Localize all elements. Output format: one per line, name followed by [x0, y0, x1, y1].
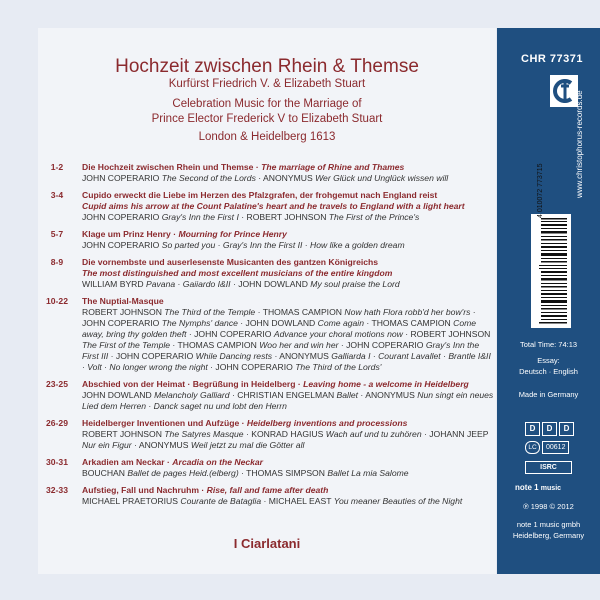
work-title: Pavana · Gaiiardo I&II [146, 279, 231, 289]
composer-name: · THOMAS CAMPION [255, 307, 345, 317]
track-works [82, 279, 494, 290]
album-subtitle-en-1: Celebration Music for the Marriage of [172, 98, 362, 110]
track-heading [82, 457, 494, 468]
track-title-en: Arcadia on the Neckar [172, 457, 264, 467]
copyright: ℗ 1998 © 2012 [523, 502, 574, 511]
track-heading [82, 296, 494, 307]
track-title-de: Heidelberger Inventionen und Aufzüge [82, 418, 240, 428]
track-heading [82, 229, 494, 240]
work-title: The Second of the Lords [161, 173, 256, 183]
track-title-de: Die vornembste und auserlesenste Musicanten des gantzen Königreichs [82, 257, 379, 267]
track-entry [38, 190, 496, 223]
track-list [38, 162, 496, 513]
track-heading [82, 485, 494, 496]
track-entry [38, 162, 496, 184]
essay-languages: Deutsch · English [519, 367, 578, 376]
track-title-en: Heidelberg inventions and processions [246, 418, 408, 428]
composer-name: · ANONYMUS [255, 173, 316, 183]
composer-name: · ROBERT JOHNSON [238, 212, 329, 222]
barcode-number: 4 010072 773715 [537, 163, 544, 218]
track-title-de: Arkadien am Neckar [82, 457, 165, 467]
track-number: 26-29 [46, 418, 68, 428]
work-title: Gray's Inn the First III [82, 340, 480, 361]
track-heading [82, 379, 494, 390]
work-title: So parted you · Gray's Inn the First II · How like a golden dream [161, 240, 405, 250]
title-separator: · [198, 485, 207, 495]
essay-label: Essay: [537, 356, 560, 365]
track-title-de: Cupido erweckt die Liebe im Herzen des Pfalzgrafen, der frohgemut nach England reist [82, 190, 438, 200]
track-number: 23-25 [46, 379, 68, 389]
work-title: Advance your choral motions now [273, 329, 403, 339]
catalog-number: CHR 77371 [521, 53, 583, 65]
work-title: Wach auf und tu zuhören [325, 429, 422, 439]
track-entry [38, 485, 496, 507]
work-title: While Dancing rests [195, 351, 273, 361]
composer-name: · MICHAEL EAST [261, 496, 334, 506]
album-title: Hochzeit zwischen Rhein & Themse [115, 56, 419, 77]
made-in: Made in Germany [518, 390, 579, 399]
track-works [82, 240, 494, 251]
label-sub: music [540, 485, 562, 492]
work-title: Nun singt ein neues Lied dem Herren · Danck saget nu und lobt den Herrn [82, 390, 494, 411]
track-heading [82, 418, 494, 429]
track-works [82, 468, 494, 479]
track-body [82, 257, 494, 290]
barcode-bars-icon [539, 218, 567, 324]
track-number: 10-22 [46, 296, 68, 306]
work-title: The Nymphs' dance [161, 318, 238, 328]
work-title: Nur ein Figur [82, 440, 132, 450]
ensemble-name: I Ciarlatani [233, 536, 301, 551]
ddd-letter: D [542, 422, 557, 436]
track-number: 1-2 [50, 162, 64, 172]
composer-name: · ROBERT JOHNSON [402, 329, 491, 339]
note1-logo [515, 483, 561, 492]
composer-name: JOHN COPERARIO [82, 212, 162, 222]
album-subtitle-en-2: Prince Elector Frederick V to Elizabeth Stuart [151, 113, 383, 125]
composer-name: · JOHN COPERARIO [207, 362, 296, 372]
track-body [82, 229, 494, 251]
composer-name: · ANONYMUS [358, 390, 418, 400]
track-works [82, 212, 494, 223]
track-title-de: Klage um Prinz Henry [82, 229, 171, 239]
work-title: Woo her and win her [259, 340, 339, 350]
isrc-box: ISRC [525, 461, 572, 474]
info-spine [497, 28, 600, 574]
work-title: Galliarda I · Courant Lavallet · Brantle I&II · Volt · No longer wrong the night [82, 351, 491, 372]
track-subtitle-en: Cupid aims his arrow at the Count Palatine's heart and he travels to England with a light heart [82, 201, 465, 211]
track-body [82, 457, 494, 479]
track-number: 3-4 [50, 190, 64, 200]
track-number: 30-31 [46, 457, 68, 467]
website-url: www.christophorus-records.de [575, 90, 584, 198]
company-city: Heidelberg, Germany [512, 531, 585, 540]
title-separator: · [170, 229, 179, 239]
work-title: Melancholy Galliard [154, 390, 230, 400]
track-heading [82, 190, 494, 201]
track-title-en: The marriage of Rhine and Thames [261, 162, 405, 172]
title-separator: · [253, 162, 262, 172]
work-title: Come away, bring thy golden theft [82, 318, 477, 339]
title-separator: · [164, 457, 173, 467]
composer-name: · THOMAS SIMPSON [238, 468, 328, 478]
track-body [82, 379, 494, 412]
work-title: Ballet La mia Salome [327, 468, 409, 478]
label-code [525, 441, 569, 454]
track-works [82, 429, 494, 451]
ddd-code [525, 422, 574, 436]
track-entry [38, 379, 496, 412]
tracklist-panel [38, 28, 496, 574]
title-separator: · [295, 379, 304, 389]
composer-name: · CHRISTIAN ENGELMAN [229, 390, 337, 400]
composer-name: JOHN COPERARIO [82, 173, 162, 183]
work-title: The Third of the Lords' [295, 362, 382, 372]
composer-name: · JOHN DOWLAND [230, 279, 311, 289]
track-title-de: Aufstieg, Fall und Nachruhm [82, 485, 199, 495]
composer-name: · JOHN COPERARIO [338, 340, 426, 350]
composer-name: · JOHN COPERARIO [108, 351, 196, 361]
ddd-letter: D [525, 422, 540, 436]
track-entry [38, 229, 496, 251]
title-separator: · [239, 418, 247, 428]
track-body [82, 296, 494, 373]
track-title-de: The Nuptial-Masque [82, 296, 164, 306]
work-title: Ballet [336, 390, 359, 400]
album-place-year: London & Heidelberg 1613 [198, 131, 336, 143]
track-entry [38, 457, 496, 479]
lc-prefix: LC [525, 441, 540, 454]
track-title-de: Abschied von der Heimat · Begrüßung in Heidelberg [82, 379, 296, 389]
work-title: Gray's Inn the First I [161, 212, 239, 222]
track-title-en: Leaving home - a welcome in Heidelberg [303, 379, 469, 389]
track-title-en: Mourning for Prince Henry [178, 229, 287, 239]
composer-name: ROBERT JOHNSON [82, 429, 165, 439]
total-time: Total Time: 74:13 [519, 340, 578, 349]
composer-name: JOHN DOWLAND [82, 390, 155, 400]
ddd-letter: D [559, 422, 574, 436]
work-title: The First of the Temple [82, 340, 171, 350]
track-body [82, 162, 494, 184]
track-entry [38, 257, 496, 290]
lc-number: 00612 [542, 441, 569, 454]
composer-name: ROBERT JOHNSON [82, 307, 165, 317]
track-number: 5-7 [50, 229, 64, 239]
track-works [82, 307, 494, 373]
track-entry [38, 296, 496, 373]
work-title: Courante de Bataglia [180, 496, 262, 506]
composer-name: WILLIAM BYRD [82, 279, 146, 289]
composer-name: · JOHN COPERARIO [186, 329, 274, 339]
composer-name: · JOHN COPERARIO [82, 307, 476, 328]
composer-name: · THOMAS CAMPION [363, 318, 454, 328]
track-works [82, 496, 494, 507]
composer-name: · ANONYMUS [131, 440, 191, 450]
composer-name: · JOHN DOWLAND [237, 318, 318, 328]
composer-name: · ANONYMUS [272, 351, 332, 361]
composer-name: · KONRAD HAGIUS [243, 429, 326, 439]
track-subtitle-en: The most distinguished and most excellent musicians of the entire kingdom [82, 268, 393, 278]
work-title: Wer Glück und Unglück wissen will [315, 173, 449, 183]
track-entry [38, 418, 496, 451]
work-title: My soul praise the Lord [310, 279, 400, 289]
composer-name: · JOHANN JEEP [421, 429, 489, 439]
track-body [82, 485, 494, 507]
composer-name: · THOMAS CAMPION [170, 340, 260, 350]
track-body [82, 190, 494, 223]
work-title: Come again [317, 318, 364, 328]
work-title: You meaner Beauties of the Night [333, 496, 463, 506]
track-heading [82, 162, 494, 173]
barcode [531, 163, 571, 328]
track-title-de: Die Hochzeit zwischen Rhein und Themse [82, 162, 254, 172]
track-title-en: Rise, fall and fame after death [206, 485, 329, 495]
track-heading [82, 257, 494, 268]
track-works [82, 173, 494, 184]
composer-name: MICHAEL PRAETORIUS [82, 496, 181, 506]
company-name: note 1 music gmbh [516, 520, 581, 529]
work-title: The Third of the Temple [164, 307, 256, 317]
album-subtitle-de: Kurfürst Friedrich V. & Elizabeth Stuart [168, 78, 366, 90]
composer-name: JOHN COPERARIO [82, 240, 162, 250]
track-body [82, 418, 494, 451]
work-title: The First of the Prince's [328, 212, 420, 222]
work-title: The Satyres Masque [164, 429, 244, 439]
track-number: 32-33 [46, 485, 68, 495]
composer-name: BOUCHAN [82, 468, 128, 478]
track-works [82, 390, 494, 412]
work-title: Ballet de pages Heid.(elberg) [127, 468, 239, 478]
work-title: Weil jetzt zu mal die Götter all [190, 440, 305, 450]
label-name: note 1 [515, 483, 539, 492]
track-number: 8-9 [50, 257, 64, 267]
work-title: Now hath Flora robb'd her bow'rs [344, 307, 471, 317]
